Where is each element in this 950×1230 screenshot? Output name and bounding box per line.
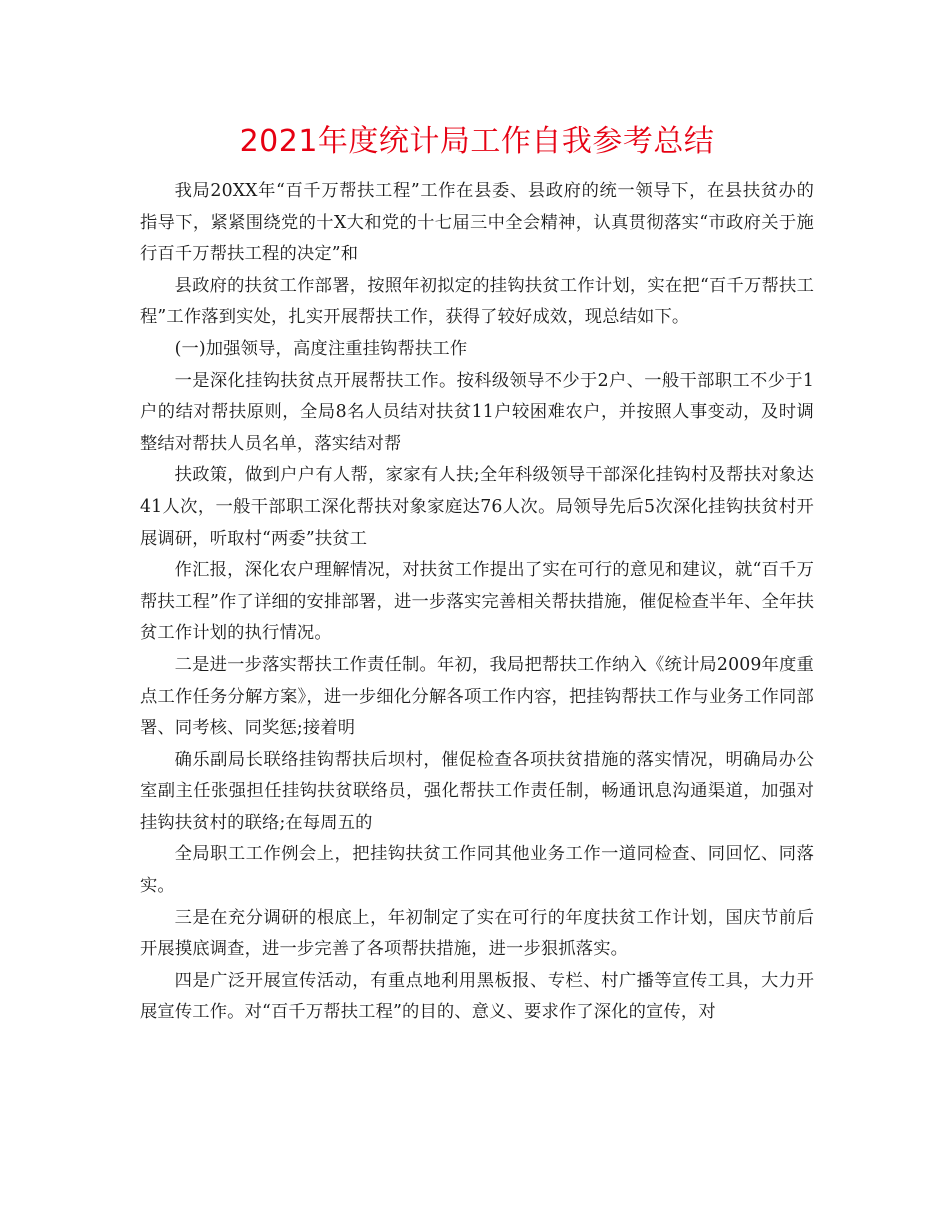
paragraph-8: 全局职工工作例会上，把挂钩扶贫工作同其他业务工作一道同检查、同回忆、同落实。	[140, 844, 814, 897]
paragraph-9: 三是在充分调研的根底上，年初制定了实在可行的年度扶贫工作计划，国庆节前后开展摸底调查，进一步完善了各项帮扶措施，进一步狠抓落实。	[140, 907, 814, 960]
paragraph-7: 确乐副局长联络挂钩帮扶后坝村，催促检查各项扶贫措施的落实情况，明确局办公室副主任张强担任挂钩扶贫联络员，强化帮扶工作责任制，畅通讯息沟通渠道，加强对挂钩扶贫村的联络;在每周五的	[140, 749, 814, 833]
paragraph-6: 二是进一步落实帮扶工作责任制。年初，我局把帮扶工作纳入《统计局2009年度重点工作任务分解方案》，进一步细化分解各项工作内容，把挂钩帮扶工作与业务工作同部署、同考核、同奖惩;接着明	[140, 654, 814, 739]
paragraph-10: 四是广泛开展宣传活动，有重点地利用黑板报、专栏、村广播等宣传工具，大力开展宣传工作。对“百千万帮扶工程”的目的、意义、要求作了深化的宣传，对	[140, 970, 814, 1023]
section-heading-1: (一)加强领导，高度注重挂钩帮扶工作	[174, 338, 468, 359]
paragraph-3: 一是深化挂钩扶贫点开展帮扶工作。按科级领导不少于2户、一般干部职工不少于1户的结对帮扶原则，全局8名人员结对扶贫11户较困难农户，并按照人事变动，及时调整结对帮扶人员名单，落实结对帮	[140, 370, 814, 454]
paragraph-4: 扶政策，做到户户有人帮，家家有人扶;全年科级领导干部深化挂钩村及帮扶对象达41人次，一般干部职工深化帮扶对象家庭达76人次。局领导先后5次深化挂钩扶贫村开展调研，听取村“两委”扶贫工	[140, 465, 814, 549]
document-body	[140, 176, 814, 1029]
paragraph-1: 我局20XX年“百千万帮扶工程”工作在县委、县政府的统一领导下，在县扶贫办的指导下，紧紧围绕党的十X大和党的十七届三中全会精神，认真贯彻落实“市政府关于施行百千万帮扶工程的决定”和	[140, 181, 814, 265]
paragraph-5: 作汇报，深化农户理解情况，对扶贫工作提出了实在可行的意见和建议，就“百千万帮扶工程”作了详细的安排部署，进一步落实完善相关帮扶措施，催促检查半年、全年扶贫工作计划的执行情况。	[140, 560, 814, 644]
document-title: 2021年度统计局工作自我参考总结	[239, 124, 715, 159]
paragraph-2: 县政府的扶贫工作部署，按照年初拟定的挂钩扶贫工作计划，实在把“百千万帮扶工程”工作落到实处，扎实开展帮扶工作，获得了较好成效，现总结如下。	[140, 275, 814, 328]
